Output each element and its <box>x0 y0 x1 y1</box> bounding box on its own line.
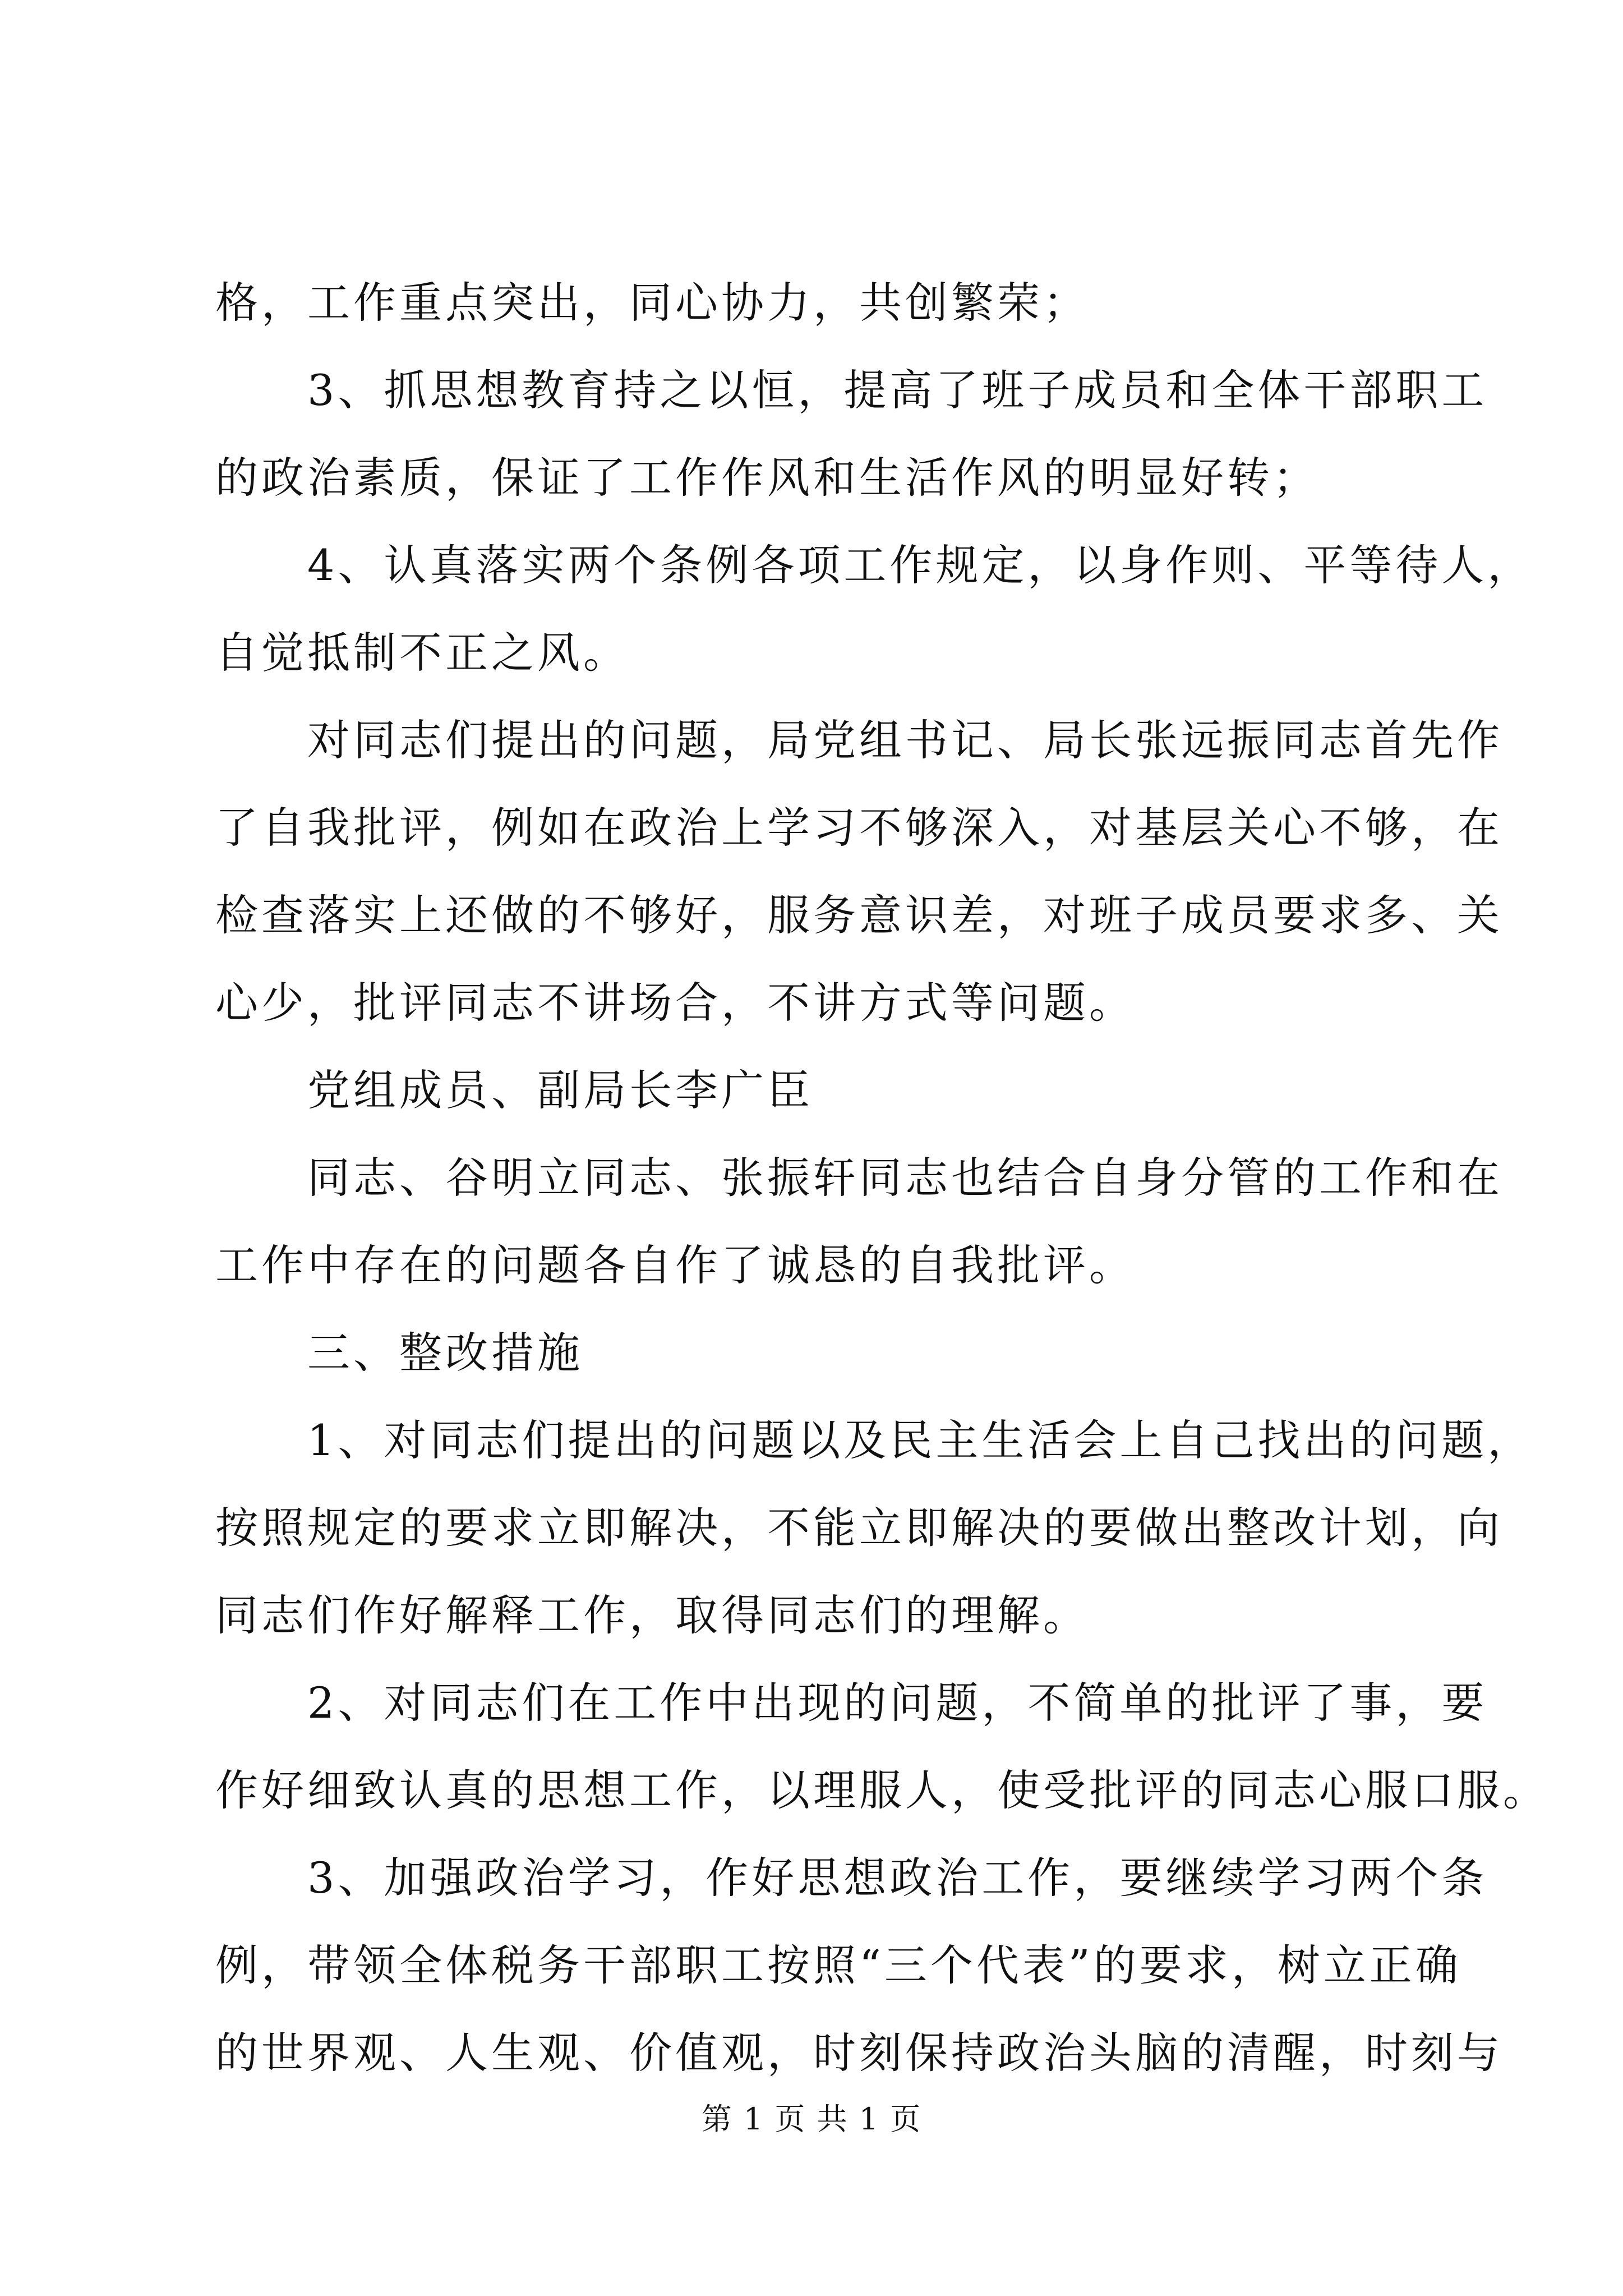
text-line: 2、对同志们在工作中出现的问题，不简单的批评了事，要 <box>215 1678 1488 1728</box>
text-line: 了自我批评，例如在政治上学习不够深入，对基层关心不够，在 <box>215 803 1503 853</box>
text-line: 的世界观、人生观、价值观，时刻保持政治头脑的清醒，时刻与 <box>215 2028 1503 2078</box>
text-line: 格，工作重点突出，同心协力，共创繁荣； <box>215 278 1089 328</box>
text-line: 3、抓思想教育持之以恒，提高了班子成员和全体干部职工 <box>215 365 1488 415</box>
text-line: 工作中存在的问题各自作了诚恳的自我批评。 <box>215 1240 1135 1290</box>
text-line: 3、加强政治学习，作好思想政治工作，要继续学习两个条 <box>215 1853 1488 1903</box>
text-line: 按照规定的要求立即解决，不能立即解决的要做出整改计划，向 <box>215 1503 1503 1553</box>
text-line: 同志、谷明立同志、张振轩同志也结合自身分管的工作和在 <box>215 1153 1503 1203</box>
text-line: 例，带领全体税务干部职工按照“三个代表”的要求，树立正确 <box>215 1940 1461 1990</box>
text-line: 自觉抵制不正之风。 <box>215 628 629 678</box>
document-body <box>215 259 1549 2097</box>
text-line: 1、对同志们提出的问题以及民主生活会上自己找出的问题， <box>215 1415 1534 1465</box>
text-line: 同志们作好解释工作，取得同志们的理解。 <box>215 1590 1089 1640</box>
text-line: 心少，批评同志不讲场合，不讲方式等问题。 <box>215 978 1135 1028</box>
text-line: 的政治素质，保证了工作作风和生活作风的明显好转； <box>215 453 1319 503</box>
text-line: 对同志们提出的问题，局党组书记、局长张远振同志首先作 <box>215 715 1503 765</box>
text-line: 作好细致认真的思想工作，以理服人，使受批评的同志心服口服。 <box>215 1765 1549 1815</box>
section-heading: 三、整改措施 <box>215 1328 583 1378</box>
text-line: 4、认真落实两个条例各项工作规定，以身作则、平等待人， <box>215 540 1534 590</box>
text-line: 检查落实上还做的不够好，服务意识差，对班子成员要求多、关 <box>215 890 1503 940</box>
text-line: 党组成员、副局长李广臣 <box>215 1065 813 1115</box>
page-number-footer: 第 1 页 共 1 页 <box>701 2101 922 2137</box>
